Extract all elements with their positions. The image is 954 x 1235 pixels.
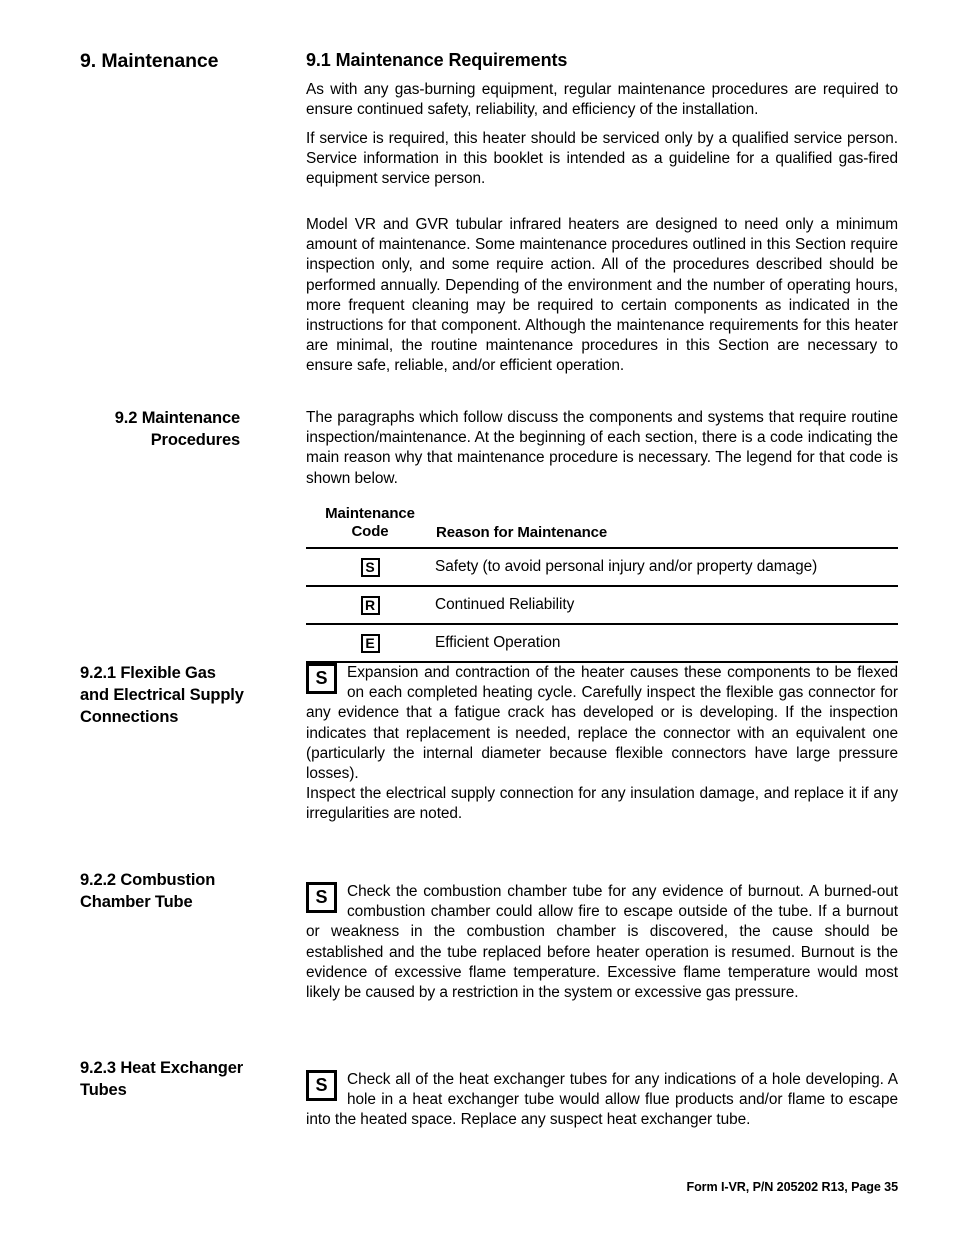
code-badge-s: S (361, 558, 380, 577)
section-9-2-body (306, 408, 898, 489)
code-badge-s: S (306, 1070, 337, 1101)
section-9-2-paragraph-1: The paragraphs which follow discuss the components and systems that require routine inspection/maintenance. At the beginning of each section, there is a code indicating the main reason why that maintenance procedure is necessary. The legend for that code is shown below. (306, 409, 898, 487)
code-badge-s: S (306, 663, 337, 694)
section-9-2-1-heading-line-3: Connections (80, 707, 179, 726)
section-9-2-2 (0, 870, 954, 1002)
page-title: 9. Maintenance (80, 50, 219, 72)
section-9-2-2-body (306, 882, 898, 1003)
section-9-1-heading: 9.1 Maintenance Requirements (306, 50, 568, 70)
section-9-2-1-paragraph-2: Inspect the electrical supply connection for any insulation damage, and replace it if any irregularities are noted. (306, 785, 898, 823)
table-row (306, 586, 898, 624)
section-9-2-side-heading (80, 408, 240, 452)
section-9-1-paragraph-1: As with any gas-burning equipment, regular maintenance procedures are required to ensure continued safety, reliability, and efficiency of the installation. (306, 80, 898, 118)
code-badge-r: R (361, 596, 380, 615)
section-9-1-body (306, 50, 898, 190)
code-badge-s: S (306, 882, 337, 913)
section-9-2-1-heading-line-2: and Electrical Supply (80, 685, 244, 704)
column-header-code-line-1: Maintenance (325, 505, 415, 522)
code-badge-e: E (361, 634, 380, 653)
section-9-2-3-paragraph-1: Check all of the heat exchanger tubes for any indications of a hole developing. A hole in a heat exchanger tube would allow flue products and/or flame to escape into the heated space. Replace any suspect heat exchanger tube. (306, 1071, 898, 1129)
section-9-2-2-paragraph-1: Check the combustion chamber tube for any evidence of burnout. A burned-out combustion chamber could allow fire to escape outside of the tube. If a burnout or weakness in the combustion chamber is discovered, the cause should be established and the tube replaced before heater operation is resumed. Burnout is the evidence of excessive flame temperature. Excessive flame temperature would most likely be caused by a restriction in the system or excessive gas pressure. (306, 883, 898, 1002)
table-row (306, 548, 898, 586)
section-9-2-3 (0, 1058, 954, 1129)
page-footer: Form I-VR, P/N 205202 R13, Page 35 (686, 1180, 898, 1194)
table-cell-reason: Continued Reliability (434, 586, 898, 624)
section-9-2-3-heading-line-2: Tubes (80, 1080, 127, 1099)
column-header-maintenance-code (306, 505, 434, 548)
table-cell-code (306, 624, 434, 662)
maintenance-code-table (306, 505, 898, 663)
section-9-1-paragraph-2: If service is required, this heater should be serviced only by a qualified service person. Service information in this booklet is intended as a guideline for a qualified gas-fired equipment service person. (306, 130, 898, 188)
section-9-2-3-side-heading (80, 1058, 280, 1102)
section-9-2-1-heading-line-1: 9.2.1 Flexible Gas (80, 664, 216, 682)
table-cell-code (306, 586, 434, 624)
table-header-row (306, 505, 898, 548)
section-9-2-1-side-heading (80, 663, 280, 729)
section-9-2-2-heading-line-1: 9.2.2 Combustion (80, 871, 216, 889)
section-9-2-3-heading-line-1: 9.2.3 Heat Exchanger (80, 1059, 243, 1077)
section-9-2-3-body (306, 1070, 898, 1131)
table-cell-code (306, 548, 434, 586)
section-9-2-1-paragraph-1: Expansion and contraction of the heater causes these components to be flexed on each completed heating cycle. Carefully inspect the flexible gas connector for any evidence that a fatigue crack has developed or is developing. If the inspection indicates that replacement is needed, replace the connector with an equivalent one (particularly the internal diameter because flexible connectors have large pressure losses). (306, 664, 898, 783)
table-row (306, 624, 898, 662)
column-header-code-line-2: Code (351, 523, 389, 540)
section-9-2-2-heading-line-2: Chamber Tube (80, 892, 193, 911)
section-9-2-heading-line-1: 9.2 Maintenance (114, 409, 240, 427)
column-header-reason: Reason for Maintenance (436, 524, 608, 541)
section-9-2-1-body (306, 663, 898, 825)
section-9-1-paragraph-3: Model VR and GVR tubular infrared heaters are designed to need only a minimum amount of maintenance. Some maintenance procedures outlined in this Section require inspection only, and some require action. All of the procedures described should be performed annually. Depending of the environment and the number of operating hours, more frequent cleaning may be required to certain components as indicated in the instructions for that component. Although the maintenance requirements for this heater are minimal, the routine maintenance procedures in this Section are necessary to ensure safe, reliable, and/or efficient operation. (306, 216, 898, 375)
section-9-1-body-continued (306, 215, 898, 377)
chapter-title-container (80, 50, 280, 73)
section-9-2-2-side-heading (80, 870, 280, 914)
table-cell-reason: Efficient Operation (434, 624, 898, 662)
table-cell-reason: Safety (to avoid personal injury and/or property damage) (434, 548, 898, 586)
section-9-2-heading-line-2: Procedures (150, 430, 240, 449)
